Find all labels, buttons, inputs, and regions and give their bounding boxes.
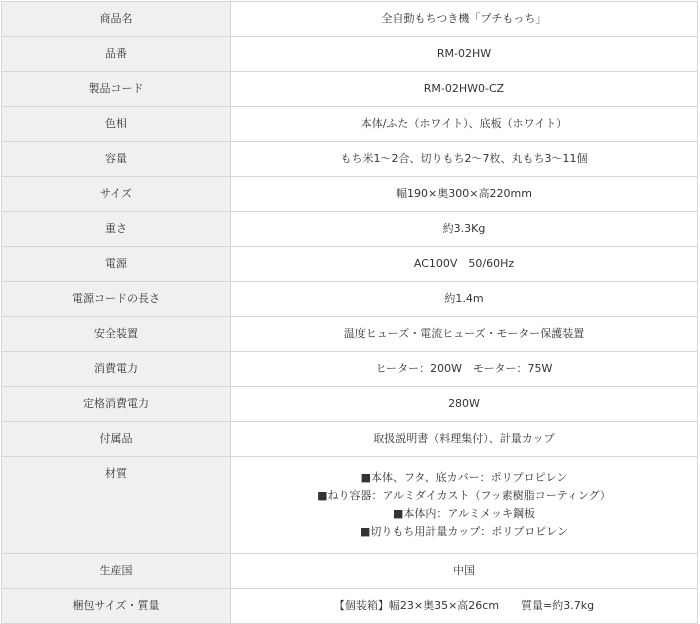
spec-label: 重さ <box>2 212 231 247</box>
spec-value: 全自動もちつき機「プチもっち」 <box>231 2 698 37</box>
spec-row-rated-power <box>2 387 698 422</box>
spec-row-size <box>2 177 698 212</box>
spec-row-product-code <box>2 72 698 107</box>
spec-value: 約1.4m <box>231 282 698 317</box>
spec-label: 安全装置 <box>2 317 231 352</box>
spec-value: AC100V 50/60Hz <box>231 247 698 282</box>
spec-value: RM-02HW0-CZ <box>231 72 698 107</box>
spec-label: 電源コードの長さ <box>2 282 231 317</box>
spec-label: 消費電力 <box>2 352 231 387</box>
spec-row-color <box>2 107 698 142</box>
spec-row-accessories <box>2 422 698 457</box>
spec-value: 280W <box>231 387 698 422</box>
spec-row-weight <box>2 212 698 247</box>
spec-label: 製品コード <box>2 72 231 107</box>
spec-value-material <box>231 457 698 554</box>
spec-label: 商品名 <box>2 2 231 37</box>
spec-label: 生産国 <box>2 554 231 589</box>
spec-value: 【個装箱】幅23×奥35×高26cm 質量=約3.7kg <box>231 589 698 624</box>
spec-value: 幅190×奥300×高220mm <box>231 177 698 212</box>
spec-row-material <box>2 457 698 554</box>
spec-row-product-name <box>2 2 698 37</box>
spec-row-model-number <box>2 37 698 72</box>
spec-row-safety-device <box>2 317 698 352</box>
spec-value: 本体/ふた（ホワイト）、底板（ホワイト） <box>231 107 698 142</box>
spec-row-cord-length <box>2 282 698 317</box>
spec-row-power-source <box>2 247 698 282</box>
spec-label: 材質 <box>2 457 231 554</box>
spec-label: 容量 <box>2 142 231 177</box>
spec-value: 取扱説明書（料理集付）、計量カップ <box>231 422 698 457</box>
spec-value: 中国 <box>231 554 698 589</box>
spec-row-capacity <box>2 142 698 177</box>
spec-value: RM-02HW <box>231 37 698 72</box>
spec-label: サイズ <box>2 177 231 212</box>
spec-label: 定格消費電力 <box>2 387 231 422</box>
spec-value: 温度ヒューズ・電流ヒューズ・モーター保護装置 <box>231 317 698 352</box>
material-line: ■切りもち用計量カップ：ポリプロピレン <box>359 525 568 538</box>
spec-row-power-consumption <box>2 352 698 387</box>
spec-row-package <box>2 589 698 624</box>
spec-label: 付属品 <box>2 422 231 457</box>
material-line: ■本体、フタ、底カバー：ポリプロピレン <box>360 471 568 484</box>
spec-row-origin <box>2 554 698 589</box>
material-line: ■本体内：アルミメッキ鋼板 <box>393 507 535 520</box>
spec-value: 約3.3Kg <box>231 212 698 247</box>
material-line: ■ねり容器：アルミダイカスト（フッ素樹脂コーティング） <box>317 489 611 502</box>
spec-value: もち米1～2合、切りもち2～7枚、丸もち3～11個 <box>231 142 698 177</box>
spec-label: 品番 <box>2 37 231 72</box>
spec-label: 電源 <box>2 247 231 282</box>
spec-value: ヒーター：200W モーター：75W <box>231 352 698 387</box>
spec-label: 色相 <box>2 107 231 142</box>
spec-label: 梱包サイズ・質量 <box>2 589 231 624</box>
spec-table <box>1 1 698 624</box>
